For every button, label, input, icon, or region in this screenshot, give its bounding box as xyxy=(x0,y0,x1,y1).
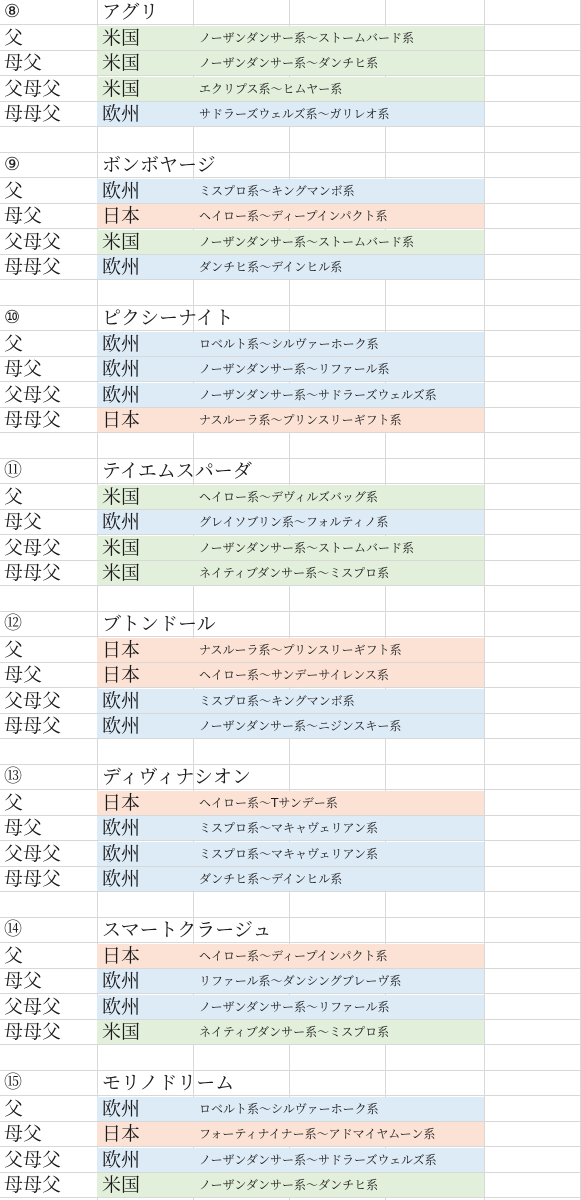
horse-number: ⑨ xyxy=(4,154,21,175)
sire-line-cell: ネイティブダンサー系～ミスプロ系 xyxy=(193,1020,484,1044)
sire-line-cell: ノーザンダンサー系～サドラーズウェルズ系 xyxy=(193,1148,484,1172)
relation-label: 母母父 xyxy=(4,1174,62,1196)
pedigree-row xyxy=(0,1173,581,1198)
relation-label: 母父 xyxy=(4,205,43,227)
region-cell: 欧州 xyxy=(97,1097,193,1121)
pedigree-row xyxy=(0,204,581,229)
region-cell: 欧州 xyxy=(97,510,193,534)
relation-label: 母父 xyxy=(4,817,43,839)
horse-header-row xyxy=(0,153,581,178)
sire-line-cell: ロベルト系～シルヴァーホーク系 xyxy=(193,332,484,356)
pedigree-row xyxy=(0,77,581,102)
horse-number: ⑮ xyxy=(4,1072,22,1093)
blank-row xyxy=(0,893,581,918)
sire-line-cell: ロベルト系～シルヴァーホーク系 xyxy=(193,1097,484,1121)
pedigree-row xyxy=(0,1122,581,1147)
pedigree-row xyxy=(0,26,581,51)
relation-label: 父 xyxy=(4,26,24,49)
horse-header-row xyxy=(0,918,581,943)
region-cell: 欧州 xyxy=(97,867,193,891)
sire-line-cell: ナスルーラ系～プリンスリーギフト系 xyxy=(193,408,484,432)
blank-row xyxy=(0,740,581,765)
region-cell: 米国 xyxy=(97,561,193,585)
pedigree-row xyxy=(0,969,581,994)
sire-line-cell: サドラーズウェルズ系～ガリレオ系 xyxy=(193,102,484,126)
sire-line-cell: ヘイロー系～ディープインパクト系 xyxy=(193,944,484,968)
relation-label: 父母父 xyxy=(4,383,62,406)
relation-label: 父母父 xyxy=(4,689,62,712)
relation-label: 父母父 xyxy=(4,230,62,253)
pedigree-row xyxy=(0,663,581,688)
pedigree-row xyxy=(0,485,581,510)
sire-line-cell: ノーザンダンサー系～リファール系 xyxy=(193,357,484,381)
relation-label: 母母父 xyxy=(4,103,62,125)
sire-line-cell: ミスプロ系～マキャヴェリアン系 xyxy=(193,816,484,840)
horse-number: ⑬ xyxy=(4,766,22,787)
horse-header-row xyxy=(0,459,581,484)
horse-header-row xyxy=(0,765,581,790)
horse-header-row xyxy=(0,0,581,25)
pedigree-row xyxy=(0,842,581,867)
relation-label: 母母父 xyxy=(4,256,62,278)
sire-line-cell: ノーザンダンサー系～サドラーズウェルズ系 xyxy=(193,383,484,407)
sire-line-cell: フォーティナイナー系～アドマイヤムーン系 xyxy=(193,1122,484,1146)
relation-label: 父 xyxy=(4,1097,24,1120)
horse-number: ⑫ xyxy=(4,613,22,634)
region-cell: 欧州 xyxy=(97,842,193,866)
pedigree-row xyxy=(0,179,581,204)
horse-name: ボンボヤージ xyxy=(102,154,216,176)
region-cell: 日本 xyxy=(97,663,193,687)
horse-header-row xyxy=(0,612,581,637)
horse-number: ⑩ xyxy=(4,307,21,328)
region-cell: 欧州 xyxy=(97,714,193,738)
pedigree-row xyxy=(0,383,581,408)
horse-name: アグリ xyxy=(102,1,159,23)
region-cell: 米国 xyxy=(97,51,193,75)
pedigree-row xyxy=(0,536,581,561)
pedigree-row xyxy=(0,1148,581,1173)
pedigree-row xyxy=(0,255,581,280)
relation-label: 母父 xyxy=(4,511,43,533)
relation-label: 母母父 xyxy=(4,868,62,890)
sire-line-cell: ダンチヒ系～デインヒル系 xyxy=(193,867,484,891)
region-cell: 欧州 xyxy=(97,689,193,713)
region-cell: 米国 xyxy=(97,230,193,254)
relation-label: 母父 xyxy=(4,664,43,686)
relation-label: 母父 xyxy=(4,970,43,992)
region-cell: 日本 xyxy=(97,791,193,815)
horse-name: スマートクラージュ xyxy=(102,919,272,941)
pedigree-row xyxy=(0,689,581,714)
sire-line-cell: ミスプロ系～マキャヴェリアン系 xyxy=(193,842,484,866)
region-cell: 欧州 xyxy=(97,995,193,1019)
relation-label: 母父 xyxy=(4,1123,43,1145)
sire-line-cell: ノーザンダンサー系～ニジンスキー系 xyxy=(193,714,484,738)
relation-label: 母父 xyxy=(4,52,43,74)
region-cell: 日本 xyxy=(97,944,193,968)
pedigree-row xyxy=(0,230,581,255)
pedigree-row xyxy=(0,816,581,841)
sire-line-cell: グレイソブリン系～フォルティノ系 xyxy=(193,510,484,534)
pedigree-row xyxy=(0,944,581,969)
region-cell: 欧州 xyxy=(97,102,193,126)
region-cell: 欧州 xyxy=(97,383,193,407)
relation-label: 父母父 xyxy=(4,995,62,1018)
sire-line-cell: ノーザンダンサー系～ダンチヒ系 xyxy=(193,51,484,75)
pedigree-row xyxy=(0,714,581,739)
sire-line-cell: リファール系～ダンシングブレーヴ系 xyxy=(193,969,484,993)
relation-label: 母母父 xyxy=(4,715,62,737)
relation-label: 父母父 xyxy=(4,77,62,100)
region-cell: 欧州 xyxy=(97,179,193,203)
sire-line-cell: ダンチヒ系～デインヒル系 xyxy=(193,255,484,279)
sire-line-cell: エクリプス系～ヒムヤー系 xyxy=(193,77,484,101)
relation-label: 母母父 xyxy=(4,562,62,584)
horse-name: ディヴィナシオン xyxy=(102,766,251,788)
pedigree-row xyxy=(0,995,581,1020)
sire-line-cell: ヘイロー系～Tサンデー系 xyxy=(193,791,484,815)
pedigree-row xyxy=(0,51,581,76)
sire-line-cell: ノーザンダンサー系～リファール系 xyxy=(193,995,484,1019)
relation-label: 父母父 xyxy=(4,1148,62,1171)
relation-label: 父 xyxy=(4,332,24,355)
relation-label: 父 xyxy=(4,179,24,202)
relation-label: 母母父 xyxy=(4,1021,62,1043)
horse-name: テイエムスパーダ xyxy=(102,460,252,482)
pedigree-row xyxy=(0,791,581,816)
region-cell: 欧州 xyxy=(97,255,193,279)
pedigree-row xyxy=(0,408,581,433)
blank-row xyxy=(0,587,581,612)
sire-line-cell: ナスルーラ系～プリンスリーギフト系 xyxy=(193,638,484,662)
pedigree-row xyxy=(0,332,581,357)
relation-label: 父母父 xyxy=(4,536,62,559)
horse-number: ⑭ xyxy=(4,919,22,940)
blank-row xyxy=(0,128,581,153)
pedigree-row xyxy=(0,638,581,663)
sire-line-cell: ノーザンダンサー系～ストームバード系 xyxy=(193,536,484,560)
region-cell: 米国 xyxy=(97,536,193,560)
region-cell: 日本 xyxy=(97,204,193,228)
sire-line-cell: ノーザンダンサー系～ストームバード系 xyxy=(193,230,484,254)
horse-name: ブトンドール xyxy=(102,613,216,635)
horse-header-row xyxy=(0,306,581,331)
region-cell: 米国 xyxy=(97,77,193,101)
horse-name: モリノドリーム xyxy=(102,1072,235,1094)
pedigree-row xyxy=(0,561,581,586)
region-cell: 米国 xyxy=(97,1020,193,1044)
blank-row xyxy=(0,434,581,459)
region-cell: 米国 xyxy=(97,485,193,509)
sire-line-cell: ヘイロー系～サンデーサイレンス系 xyxy=(193,663,484,687)
relation-label: 父 xyxy=(4,944,24,967)
pedigree-row xyxy=(0,510,581,535)
blank-row xyxy=(0,281,581,306)
relation-label: 父 xyxy=(4,791,24,814)
relation-label: 父 xyxy=(4,638,24,661)
sire-line-cell: ヘイロー系～デヴィルズバッグ系 xyxy=(193,485,484,509)
pedigree-row xyxy=(0,867,581,892)
relation-label: 父母父 xyxy=(4,842,62,865)
horse-number: ⑧ xyxy=(4,1,21,22)
relation-label: 母父 xyxy=(4,358,43,380)
pedigree-row xyxy=(0,102,581,127)
sire-line-cell: ノーザンダンサー系～ストームバード系 xyxy=(193,26,484,50)
sire-line-cell: ミスプロ系～キングマンボ系 xyxy=(193,179,484,203)
region-cell: 欧州 xyxy=(97,332,193,356)
relation-label: 母母父 xyxy=(4,409,62,431)
horse-header-row xyxy=(0,1071,581,1096)
region-cell: 欧州 xyxy=(97,1148,193,1172)
region-cell: 欧州 xyxy=(97,357,193,381)
region-cell: 欧州 xyxy=(97,816,193,840)
horse-number: ⑪ xyxy=(4,460,22,481)
sire-line-cell: ノーザンダンサー系～ダンチヒ系 xyxy=(193,1173,484,1197)
pedigree-row xyxy=(0,1097,581,1122)
region-cell: 米国 xyxy=(97,1173,193,1197)
region-cell: 日本 xyxy=(97,638,193,662)
horse-name: ピクシーナイト xyxy=(102,307,234,329)
region-cell: 日本 xyxy=(97,408,193,432)
sire-line-cell: ネイティブダンサー系～ミスプロ系 xyxy=(193,561,484,585)
blank-row xyxy=(0,1046,581,1071)
relation-label: 父 xyxy=(4,485,24,508)
pedigree-row xyxy=(0,1020,581,1045)
region-cell: 欧州 xyxy=(97,969,193,993)
sire-line-cell: ヘイロー系～ディープインパクト系 xyxy=(193,204,484,228)
region-cell: 米国 xyxy=(97,26,193,50)
pedigree-row xyxy=(0,357,581,382)
sire-line-cell: ミスプロ系～キングマンボ系 xyxy=(193,689,484,713)
region-cell: 日本 xyxy=(97,1122,193,1146)
